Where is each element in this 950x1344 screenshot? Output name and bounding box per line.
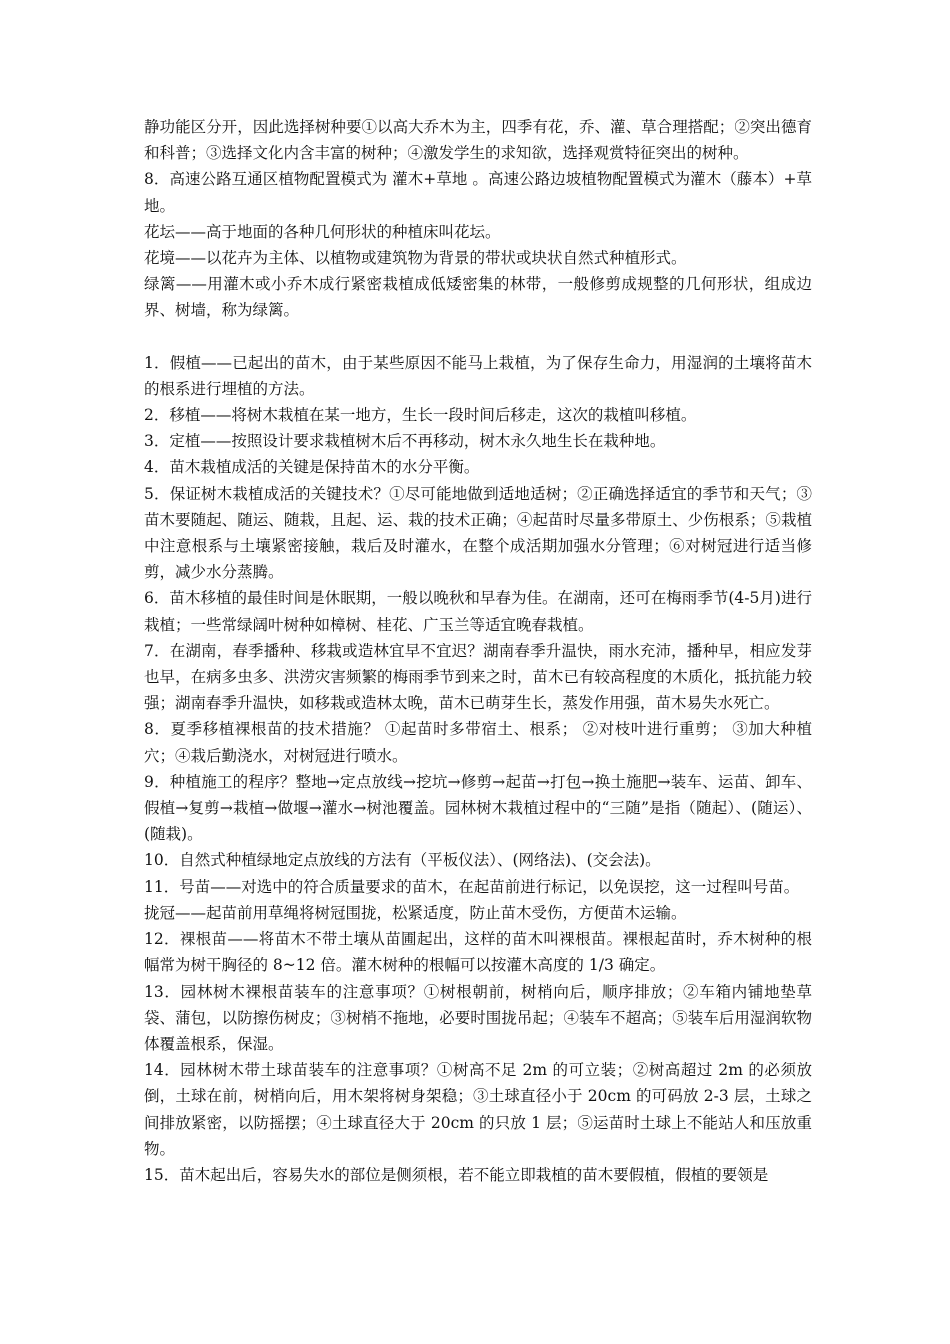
paragraph-top-5: 绿篱——用灌木或小乔木成行紧密栽植成低矮密集的林带，一般修剪成规整的几何形状，组成边界、树墙，称为绿篱。 <box>144 275 812 320</box>
paragraph-8: 8．夏季移植裸根苗的技术措施？ ①起苗时多带宿土、根系； ②对枝叶进行重剪； ③加大种植穴；④栽后勤浇水，对树冠进行喷水。 <box>144 720 812 765</box>
paragraph-15: 15．苗木起出后，容易失水的部位是侧须根，若不能立即栽植的苗木要假植，假植的要领是 <box>144 1165 769 1184</box>
paragraph-1: 1．假植——已起出的苗木，由于某些原因不能马上栽植，为了保存生命力，用湿润的土壤将苗木的根系进行埋植的方法。 <box>144 353 812 398</box>
document-page <box>144 114 812 1188</box>
paragraph-14: 14．园林树木带土球苗装车的注意事项？①树高不足 2m 的可立装；②树高超过 2m 的必须放倒，土球在前，树梢向后，用木架将树身架稳；③土球直径小于 20cm 的可码放 2-3 层，土球之间排放紧密，以防摇摆；④土球直径大于 20cm 的只放 1 层；⑤运苗时土球上不能站人和压放重物。 <box>144 1061 812 1158</box>
paragraph-11b: 拢冠——起苗前用草绳将树冠围拢，松紧适度，防止苗木受伤，方便苗木运输。 <box>144 903 687 922</box>
paragraph-6: 6．苗木移植的最佳时间是休眠期，一般以晚秋和早春为佳。在湖南，还可在梅雨季节(4-5月)进行栽植；一些常绿阔叶树种如樟树、桂花、广玉兰等适宜晚春栽植。 <box>144 589 812 634</box>
paragraph-13: 13．园林树木裸根苗装车的注意事项？①树根朝前，树梢向后，顺序排放；②车箱内铺地垫草袋、蒲包，以防擦伤树皮；③树梢不拖地，必要时围拢吊起；④装车不超高；⑤装车后用湿润软物体覆盖根系，保湿。 <box>144 982 812 1053</box>
paragraph-4: 4．苗木栽植成活的关键是保持苗木的水分平衡。 <box>144 458 480 477</box>
paragraph-11: 11．号苗——对选中的符合质量要求的苗木，在起苗前进行标记，以免误挖，这一过程叫号苗。 <box>144 877 800 896</box>
paragraph-7: 7．在湖南，春季播种、移栽或造林宜早不宜迟？湖南春季升温快，雨水充沛，播种早，相应发芽也早，在病多虫多、洪涝灾害频繁的梅雨季节到来之时，苗木已有较高程度的木质化，抵抗能力较强；湖南春季升温快，如移栽或造林太晚，苗木已萌芽生长，蒸发作用强，苗木易失水死亡。 <box>144 641 812 713</box>
paragraph-9: 9．种植施工的程序？整地→定点放线→挖坑→修剪→起苗→打包→换土施肥→装车、运苗、卸车、假植→复剪→栽植→做堰→灌水→树池覆盖。园林树木栽植过程中的“三随”是指（随起）、(随运）、(随栽)。 <box>144 772 812 844</box>
paragraph-top-3: 花坛——高于地面的各种几何形状的种植床叫花坛。 <box>144 222 501 241</box>
paragraph-top-1: 静功能区分开，因此选择树种要①以高大乔木为主，四季有花，乔、灌、草合理搭配；②突出德育和科普；③选择文化内含丰富的树种；④激发学生的求知欲，选择观赏特征突出的树种。 <box>144 118 812 163</box>
paragraph-gap <box>144 324 812 350</box>
paragraph-top-2: 8．高速公路互通区植物配置模式为 灌木+草地 。高速公路边坡植物配置模式为灌木（藤本）+草地。 <box>144 170 812 215</box>
paragraph-10: 10．自然式种植绿地定点放线的方法有（平板仪法）、(网络法)、(交会法)。 <box>144 851 661 870</box>
paragraph-2: 2．移植——将树木栽植在某一地方，生长一段时间后移走，这次的栽植叫移植。 <box>144 406 697 425</box>
paragraph-3: 3．定植——按照设计要求栽植树木后不再移动，树木永久地生长在栽种地。 <box>144 432 666 451</box>
paragraph-top-4: 花境——以花卉为主体、以植物或建筑物为背景的带状或块状自然式种植形式。 <box>144 249 687 268</box>
paragraph-12: 12．裸根苗——将苗木不带土壤从苗圃起出，这样的苗木叫裸根苗。裸根起苗时，乔木树种的根幅常为树干胸径的 8~12 倍。灌木树种的根幅可以按灌木高度的 1/3 确定。 <box>144 930 812 975</box>
paragraph-5: 5．保证树木栽植成活的关键技术？①尽可能地做到适地适树；②正确选择适宜的季节和天气；③苗木要随起、随运、随栽，且起、运、栽的技术正确；④起苗时尽量多带原土、少伤根系；⑤栽植中注意根系与土壤紧密接触，栽后及时灌水，在整个成活期加强水分管理；⑥对树冠进行适当修剪，减少水分蒸腾。 <box>144 484 812 582</box>
